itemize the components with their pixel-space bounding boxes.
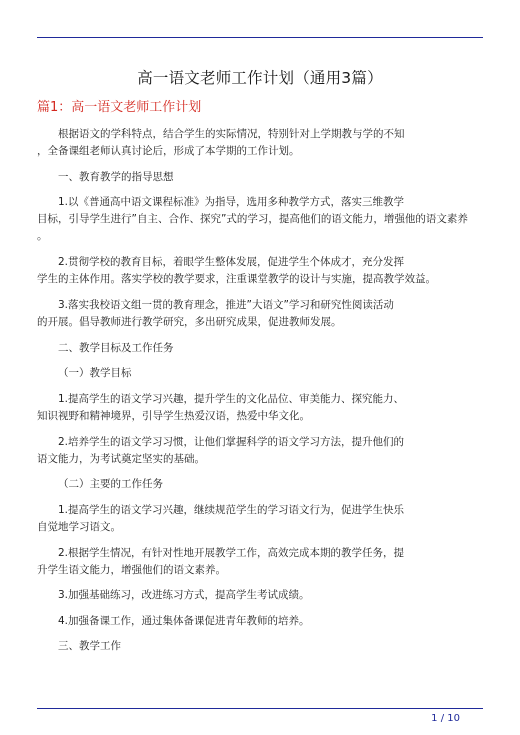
task-item-4: 4.加强备课工作，通过集体备课促进青年教师的培养。 <box>58 615 310 627</box>
intro-paragraph: 根据语文的学科特点，结合学生的实际情况，特别针对上学期教与学的不知 ，全备课组老师认真讨论后，形成了本学期的工作计划。 <box>37 128 405 157</box>
goal-item-2: 2.培养学生的语文学习习惯，让他们掌握科学的语文学习方法，提升他们的 语文能力，为考试奠定坚实的基础。 <box>37 436 405 465</box>
footer-rule <box>37 708 483 709</box>
paragraph-item-1: 1.以《普通高中语文课程标准》为指导，选用多种教学方式，落实三维教学 目标，引导学生进行”自主、合作、探究”式的学习，提高他们的语文能力，增强他的语文素养 。 <box>37 196 468 242</box>
heading-teaching-work: 三、教学工作 <box>58 640 121 652</box>
task-item-2: 2.根据学生情况，有针对性地开展教学工作，高效完成本期的教学任务，提 升学生语文能力，增强他们的语文素养。 <box>37 547 405 576</box>
section-heading: 篇1：高一语文老师工作计划 <box>37 100 202 115</box>
task-item-3: 3.加强基础练习，改进练习方式，提高学生考试成绩。 <box>58 589 310 601</box>
paragraph-item-3: 3.落实我校语文组一贯的教育理念，推进”大语文”学习和研究性阅读活动 的开展。倡导教师进行教学研究，多出研究成果，促进教师发展。 <box>37 299 394 328</box>
subheading-main-tasks: （二）主要的工作任务 <box>58 478 163 490</box>
header-rule <box>37 37 483 38</box>
heading-guiding-ideology: 一、教育教学的指导思想 <box>58 171 174 183</box>
heading-goals-and-tasks: 二、教学目标及工作任务 <box>58 342 174 354</box>
task-item-1: 1.提高学生的语文学习兴趣，继续规范学生的学习语文行为，促进学生快乐 自觉地学习语文。 <box>37 504 405 533</box>
document-title: 高一语文老师工作计划（通用3篇） <box>137 69 383 87</box>
page-number: 1 / 10 <box>431 713 460 724</box>
paragraph-item-2: 2.贯彻学校的教育目标，着眼学生整体发展，促进学生个体成才，充分发挥 学生的主体作用。落实学校的教学要求，注重课堂教学的设计与实施，提高教学效益。 <box>37 256 436 285</box>
subheading-teaching-goals: （一）教学目标 <box>58 367 132 379</box>
goal-item-1: 1.提高学生的语文学习兴趣，提升学生的文化品位、审美能力、探究能力、 知识视野和精神境界，引导学生热爱汉语，热爱中华文化。 <box>37 393 405 422</box>
